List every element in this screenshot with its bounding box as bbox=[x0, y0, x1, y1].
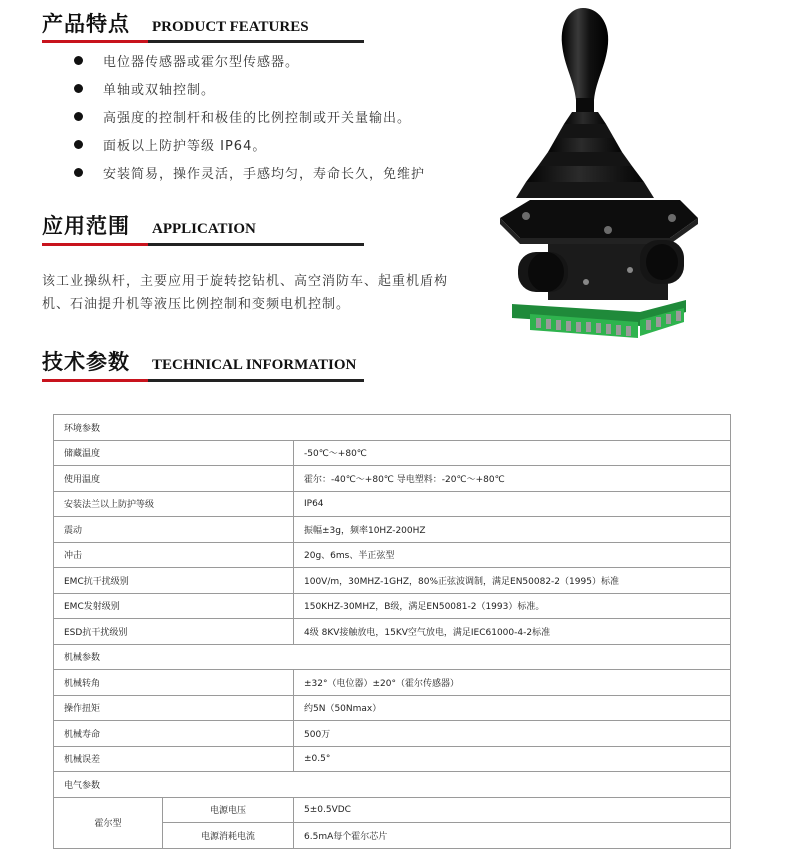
row-value: -50℃～+80℃ bbox=[294, 440, 731, 466]
row-label: 冲击 bbox=[54, 542, 294, 568]
table-row bbox=[54, 695, 731, 721]
elec-section-header: 电气参数 bbox=[54, 772, 731, 798]
row-value: 4级 8KV接触放电，15KV空气放电，满足IEC61000-4-2标准 bbox=[294, 619, 731, 645]
feature-item bbox=[74, 46, 425, 74]
row-label: 机械转角 bbox=[54, 670, 294, 696]
row-label: 震动 bbox=[54, 517, 294, 543]
row-label: EMC抗干扰级别 bbox=[54, 568, 294, 594]
technical-title-en: TECHNICAL INFORMATION bbox=[152, 357, 357, 373]
row-value: ±0.5° bbox=[294, 746, 731, 772]
row-value: 150KHZ-30MHZ，B级，满足EN50081-2（1993）标准。 bbox=[294, 593, 731, 619]
row-value: IP64 bbox=[294, 491, 731, 517]
table-row bbox=[54, 517, 731, 543]
row-label: 电源消耗电流 bbox=[163, 823, 294, 849]
row-label: 使用温度 bbox=[54, 466, 294, 492]
row-value: 振幅±3g，频率10HZ-200HZ bbox=[294, 517, 731, 543]
joystick-product-image bbox=[490, 0, 720, 360]
table-row bbox=[54, 797, 731, 823]
feature-text: 面板以上防护等级 IP64。 bbox=[103, 138, 267, 154]
elec-section-row bbox=[54, 772, 731, 798]
row-label: EMC发射级别 bbox=[54, 593, 294, 619]
table-row bbox=[54, 721, 731, 747]
feature-text: 电位器传感器或霍尔型传感器。 bbox=[103, 54, 300, 70]
technical-title bbox=[42, 346, 356, 376]
bullet-icon bbox=[74, 140, 83, 149]
features-title-en: PRODUCT FEATURES bbox=[152, 19, 309, 35]
feature-item bbox=[74, 158, 425, 186]
row-label: 电源电压 bbox=[163, 797, 294, 823]
spec-table bbox=[53, 414, 731, 849]
mech-section-row bbox=[54, 644, 731, 670]
feature-item bbox=[74, 130, 425, 158]
application-divider bbox=[42, 243, 364, 246]
feature-item bbox=[74, 74, 425, 102]
mech-section-header: 机械参数 bbox=[54, 644, 731, 670]
application-title-en: APPLICATION bbox=[152, 221, 256, 237]
bullet-icon bbox=[74, 56, 83, 65]
row-label: 机械寿命 bbox=[54, 721, 294, 747]
table-row bbox=[54, 568, 731, 594]
env-section-header: 环境参数 bbox=[54, 415, 731, 441]
row-value: 20g、6ms、半正弦型 bbox=[294, 542, 731, 568]
row-label: ESD抗干扰级别 bbox=[54, 619, 294, 645]
technical-title-cn: 技术参数 bbox=[42, 350, 130, 374]
table-row bbox=[54, 440, 731, 466]
application-text: 该工业操纵杆，主要应用于旋转挖钻机、高空消防车、起重机盾构机、石油提升机等液压比例控制和变频电机控制。 bbox=[42, 274, 449, 312]
row-value: 6.5mA每个霍尔芯片 bbox=[294, 823, 731, 849]
feature-text: 安装简易，操作灵活，手感均匀，寿命长久，免维护 bbox=[103, 166, 426, 182]
application-title bbox=[42, 210, 256, 240]
bullet-icon bbox=[74, 112, 83, 121]
elec-group-label: 霍尔型 bbox=[54, 797, 163, 848]
feature-text: 单轴或双轴控制。 bbox=[103, 82, 216, 98]
features-divider bbox=[42, 40, 364, 43]
table-row bbox=[54, 542, 731, 568]
feature-item bbox=[74, 102, 425, 130]
application-title-cn: 应用范围 bbox=[42, 214, 130, 238]
row-value: 500万 bbox=[294, 721, 731, 747]
table-row bbox=[54, 491, 731, 517]
features-title bbox=[42, 8, 309, 38]
bullet-icon bbox=[74, 84, 83, 93]
table-row bbox=[54, 593, 731, 619]
row-label: 安装法兰以上防护等级 bbox=[54, 491, 294, 517]
bullet-icon bbox=[74, 168, 83, 177]
row-label: 机械误差 bbox=[54, 746, 294, 772]
features-title-cn: 产品特点 bbox=[42, 12, 130, 36]
row-value: 霍尔：-40℃～+80℃ 导电塑料：-20℃～+80℃ bbox=[294, 466, 731, 492]
row-value: 100V/m，30MHZ-1GHZ，80%正弦波调制，满足EN50082-2（1995）标准 bbox=[294, 568, 731, 594]
env-section-row bbox=[54, 415, 731, 441]
feature-text: 高强度的控制杆和极佳的比例控制或开关量输出。 bbox=[103, 110, 412, 126]
features-list bbox=[74, 46, 425, 186]
table-row bbox=[54, 466, 731, 492]
table-row bbox=[54, 619, 731, 645]
table-row bbox=[54, 746, 731, 772]
row-value: ±32°（电位器）±20°（霍尔传感器） bbox=[294, 670, 731, 696]
technical-divider bbox=[42, 379, 364, 382]
table-row bbox=[54, 670, 731, 696]
row-label: 操作扭矩 bbox=[54, 695, 294, 721]
row-value: 约5N（50Nmax） bbox=[294, 695, 731, 721]
row-value: 5±0.5VDC bbox=[294, 797, 731, 823]
row-label: 储藏温度 bbox=[54, 440, 294, 466]
